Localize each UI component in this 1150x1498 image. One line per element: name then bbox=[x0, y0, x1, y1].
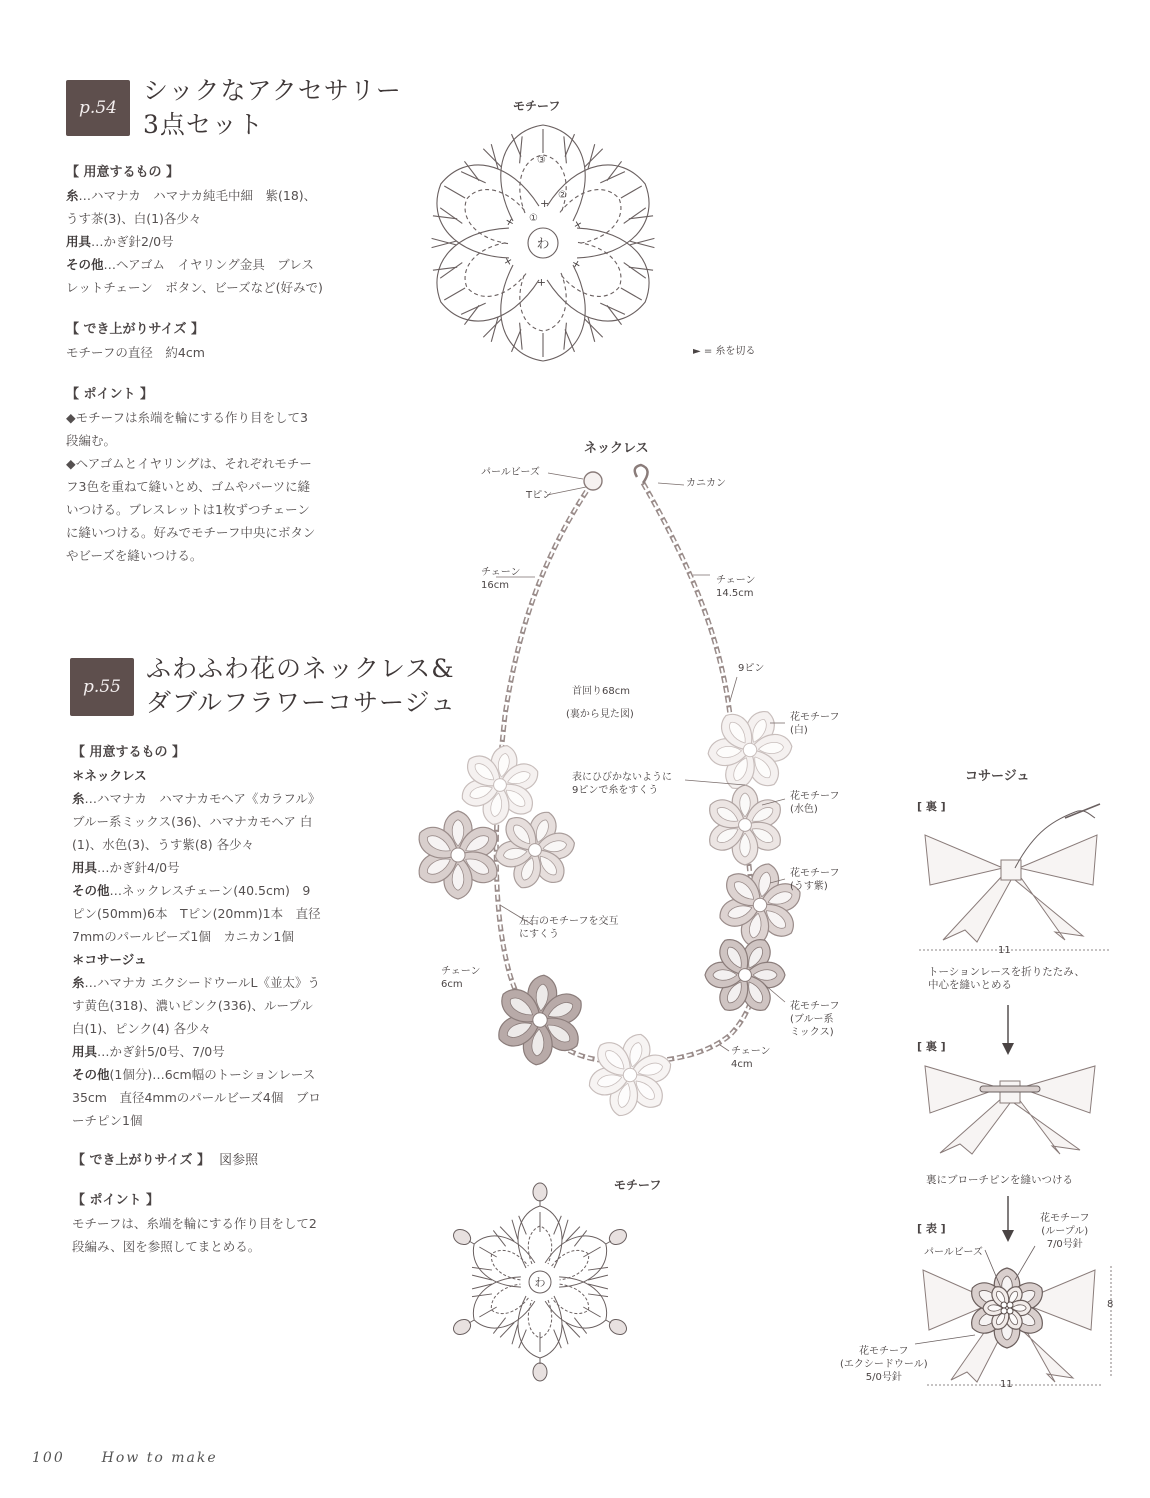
footer-label: How to make bbox=[101, 1450, 218, 1466]
p54-points: ◆モチーフは糸端を輪にする作り目をして3 段編む。 ◆ヘアゴムとイヤリングは、それぞれモチー フ3色を重ねて縫いとめ、ゴムやパーツに縫 いつける。ブレスレットは1枚ずつチェーン に縫いつける。好みでモチーフ中央にボタン やビーズを縫いつける。 bbox=[66, 410, 316, 563]
flower-white bbox=[578, 1023, 683, 1126]
p55-materials-head: 【 用意するもの 】 bbox=[72, 745, 186, 760]
label-neck-length: 首回り68cm bbox=[572, 686, 630, 697]
label-note2: 左右のモチーフを交互 にすくう bbox=[519, 916, 619, 940]
motif2-petal bbox=[434, 1198, 548, 1310]
corsage-step1: トーションレースを折りたたみ、 中心を縫いとめる bbox=[928, 966, 1085, 991]
p54-material-line: うす茶(3)、白(1)各少々 bbox=[66, 211, 202, 226]
corsage-back1: [ 裏 ] bbox=[917, 800, 946, 813]
bow-step2 bbox=[920, 1048, 1100, 1158]
motif1-round2: ② bbox=[558, 190, 567, 201]
corsage-front: [ 表 ] bbox=[917, 1222, 946, 1235]
page-number: 100 bbox=[32, 1450, 65, 1466]
corsage-back2: [ 裏 ] bbox=[917, 1040, 946, 1053]
pearl-bead bbox=[1007, 1308, 1013, 1314]
flower-lavender bbox=[413, 811, 503, 899]
motif2-title: モチーフ bbox=[614, 1178, 662, 1192]
clasp bbox=[635, 465, 648, 483]
pearl-bead bbox=[584, 472, 602, 490]
label-chain-16: チェーン 16cm bbox=[481, 567, 521, 591]
corsage-step2: 裏にブローチピンを縫いつける bbox=[926, 1174, 1073, 1186]
p54-materials-head: 【 用意するもの 】 bbox=[66, 165, 180, 180]
pearl-bead bbox=[1001, 1308, 1007, 1314]
p55-points: モチーフは、糸端を輪にする作り目をして2 段編み、図を参照してまとめる。 bbox=[72, 1216, 317, 1254]
label-back-view: (裏から見た図) bbox=[566, 709, 634, 720]
footer bbox=[32, 1450, 218, 1466]
bow-step1 bbox=[915, 790, 1115, 950]
motif1-legend: ► = 糸を切る bbox=[693, 346, 756, 357]
pearl-bead bbox=[1007, 1302, 1013, 1308]
label-exceed-flower: 花モチーフ (エクシードウール) 5/0号針 bbox=[840, 1346, 928, 1383]
motif1-petal bbox=[461, 125, 625, 221]
motif2-petal bbox=[532, 1254, 646, 1366]
p54-tag: p.54 bbox=[66, 80, 130, 136]
bow-final bbox=[915, 1250, 1115, 1400]
p54-material-line: その他…ヘアゴム イヤリング金具 ブレス bbox=[66, 257, 314, 272]
arrow-down-icon bbox=[998, 1196, 1018, 1246]
motif1-petal bbox=[461, 265, 625, 361]
svg-text:+: + bbox=[536, 276, 546, 289]
label-chain-4: チェーン 4cm bbox=[731, 1046, 771, 1070]
p54-title bbox=[143, 74, 402, 142]
svg-text:+: + bbox=[500, 254, 516, 269]
p54-size-head: 【 でき上がりサイズ 】 bbox=[66, 322, 205, 337]
motif1-center: わ bbox=[536, 237, 550, 252]
bow-dim1: 11 bbox=[998, 945, 1011, 956]
motif1-diagram bbox=[395, 115, 695, 395]
p54-material-line: 糸…ハマナカ ハマナカ純毛中細 紫(18)、 bbox=[66, 188, 317, 203]
label-flower-lavender: 花モチーフ (うす紫) bbox=[790, 868, 840, 892]
svg-text:+: + bbox=[568, 256, 585, 272]
label-corsage-pearl: パールビーズ bbox=[924, 1247, 983, 1258]
motif2-petal bbox=[500, 1183, 580, 1268]
label-9pin: 9ピン bbox=[738, 663, 765, 674]
p55-point-head: 【 ポイント 】 bbox=[72, 1193, 160, 1208]
bow-dim-height: 8 bbox=[1107, 1299, 1114, 1310]
svg-text:+: + bbox=[570, 217, 586, 232]
label-flower-aqua: 花モチーフ (水色) bbox=[790, 791, 840, 815]
svg-text:+: + bbox=[501, 214, 518, 230]
motif1-round1: ① bbox=[529, 213, 538, 224]
flower-aqua bbox=[704, 785, 786, 865]
brooch-pin bbox=[980, 1086, 1040, 1092]
p55-text bbox=[72, 742, 372, 1258]
p54-title-line1: シックなアクセサリー bbox=[143, 76, 402, 105]
svg-text:+: + bbox=[540, 197, 550, 210]
p54-material-line: 用具…かぎ針2/0号 bbox=[66, 234, 174, 249]
label-pearl: パールビーズ bbox=[481, 467, 540, 478]
p54-title-line2: 3点セット bbox=[143, 110, 264, 139]
p54-material-line: レットチェーン ボタン、ビーズなど(好みで) bbox=[66, 280, 323, 295]
bow-dim-width: 11 bbox=[1000, 1379, 1013, 1390]
motif1-title: モチーフ bbox=[513, 99, 561, 113]
label-chain-6: チェーン 6cm bbox=[441, 966, 481, 990]
label-tpin: Tピン bbox=[526, 490, 553, 501]
motif1-round3: ③ bbox=[537, 155, 546, 166]
pearl-bead bbox=[1001, 1302, 1007, 1308]
necklace-title: ネックレス bbox=[584, 441, 649, 456]
p55-title-line1: ふわふわ花のネックレス& bbox=[146, 654, 455, 683]
motif2-diagram bbox=[410, 1165, 670, 1405]
p54-size-text: モチーフの直径 約4cm bbox=[66, 345, 205, 360]
motif2-petal bbox=[500, 1296, 580, 1381]
label-clasp: カニカン bbox=[686, 478, 726, 489]
p55-title-line2: ダブルフラワーコサージュ bbox=[146, 688, 457, 717]
p55-tag: p.55 bbox=[70, 658, 134, 716]
label-flower-white: 花モチーフ (白) bbox=[790, 712, 840, 736]
motif2-petal bbox=[532, 1198, 646, 1310]
p54-point-head: 【 ポイント 】 bbox=[66, 387, 154, 402]
p54-materials bbox=[66, 184, 366, 299]
label-loop-flower: 花モチーフ (ループル) 7/0号針 bbox=[1040, 1213, 1090, 1250]
label-note1: 表にひびかないように 9ピンで糸をすくう bbox=[572, 772, 672, 796]
p55-materials: ＊ネックレス 糸…ハマナカ ハマナカモヘア《カラフル》 ブルー系ミックス(36)、ハマナカモヘア 白 (1)、水色(3)、うす紫(8) 各少々 用具…かぎ針4/0号 その他…ネックレスチェーン(40.5cm) 9 ピン(50mm)6本 Tピン(20mm)1本 直径 7mmのパールビーズ1個 カニカン1個 ＊コサージュ 糸…ハマナカ エクシードウールL《並太》う す黄色(318)、濃いピンク(336)、ループル 白(1)、ピンク(4) 各少々 用具…かぎ針5/0号、7/0号 その他(1個分)…6cm幅のトーションレース 35cm 直径4mmのパールビーズ4個 ブロ ーチピン1個 bbox=[72, 768, 321, 1128]
p54-text bbox=[66, 162, 366, 567]
motif2-petal bbox=[434, 1254, 548, 1366]
label-flower-blue: 花モチーフ (ブルー系 ミックス) bbox=[790, 1001, 840, 1038]
corsage-title: コサージュ bbox=[965, 769, 1030, 784]
label-chain-145: チェーン 14.5cm bbox=[716, 575, 756, 599]
p55-size-head: 【 でき上がりサイズ 】 図参照 bbox=[72, 1153, 259, 1168]
motif2-center: わ bbox=[534, 1276, 546, 1289]
